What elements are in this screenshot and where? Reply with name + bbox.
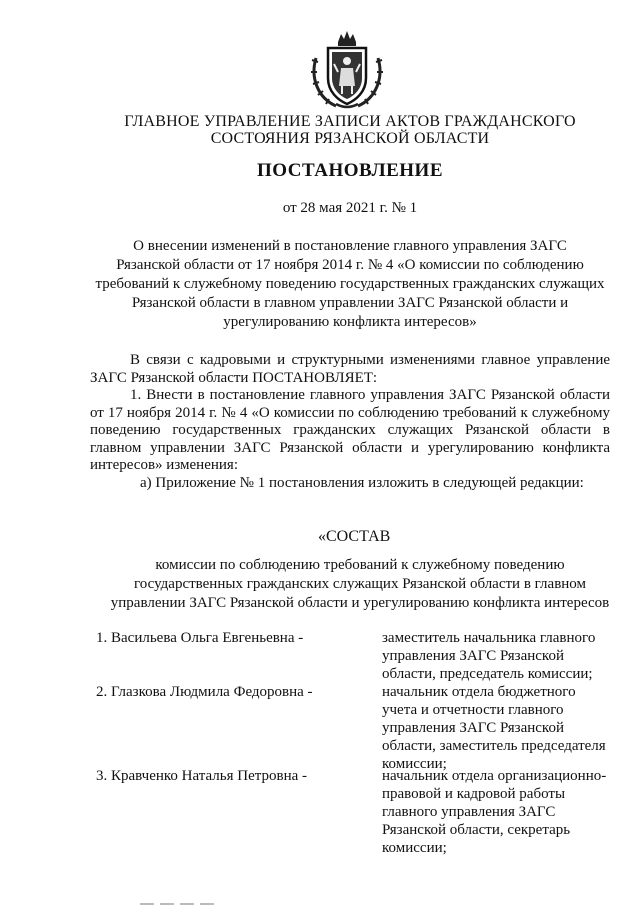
member-role-line: комиссии;	[382, 756, 447, 772]
item-1-paragraph: 1. Внести в постановление главного управления ЗАГС Рязанской области от 17 ноября 2014 г. № 4 «О комиссии по соблюдению требований к служебному поведению государственных гражданских служащих Рязанской области в главном управлении ЗАГС Рязанской области и урегулированию конфликта интересов» изменения:	[90, 387, 610, 473]
member-name: 1. Васильева Ольга Евгеньевна -	[96, 630, 304, 646]
document-type: ПОСТАНОВЛЕНИЕ	[256, 160, 444, 181]
member-role-line: области, председатель комиссии;	[382, 666, 593, 682]
member-role-line: начальник отдела бюджетного	[382, 684, 576, 700]
subject-line: Рязанской области в главном управлении ЗАГС Рязанской области и	[131, 295, 569, 311]
commission-title-line: управлении ЗАГС Рязанской области и урегулированию конфликта интересов	[110, 595, 610, 611]
member-role	[382, 629, 622, 683]
member-role-line: заместитель начальника главного	[382, 630, 596, 646]
member-name: 2. Глазкова Людмила Федоровна -	[96, 684, 313, 700]
member-role-line: учета и отчетности главного	[382, 702, 564, 718]
appendix-heading: «СОСТАВ	[318, 528, 391, 545]
member-role-line: главного управления ЗАГС	[382, 804, 556, 820]
member-role-line: правовой и кадровой работы	[382, 786, 566, 802]
document-body	[90, 352, 610, 492]
document-subject	[90, 237, 610, 332]
commission-title-line: государственных гражданских служащих Рязанской области в главном	[133, 576, 587, 592]
member-name: 3. Кравченко Наталья Петровна -	[96, 768, 308, 784]
subject-line: Рязанской области от 17 ноября 2014 г. № 4 «О комиссии по соблюдению	[116, 257, 584, 273]
coat-of-arms-icon	[308, 28, 386, 110]
subject-line: урегулированию конфликта интересов»	[223, 314, 477, 330]
commission-title	[100, 556, 620, 613]
subject-line: О внесении изменений в постановление главного управления ЗАГС	[133, 238, 567, 254]
member-role	[382, 683, 622, 773]
member-role	[382, 767, 622, 857]
page-cutoff-text	[140, 896, 260, 905]
member-role-line: начальник отдела организационно-	[382, 768, 607, 784]
item-1a-paragraph: а) Приложение № 1 постановления изложить в следующей редакции:	[140, 474, 584, 491]
preamble-paragraph: В связи с кадровыми и структурными изменениями главное управление ЗАГС Рязанской области ПОСТАНОВЛЯЕТ:	[90, 352, 610, 386]
member-role-line: комиссии;	[382, 840, 447, 856]
subject-line: требований к служебному поведению государственных гражданских служащих	[95, 276, 605, 292]
authority-name-line-2: СОСТОЯНИЯ РЯЗАНСКОЙ ОБЛАСТИ	[210, 130, 490, 147]
member-role-line: управления ЗАГС Рязанской	[382, 720, 564, 736]
member-role-line: Рязанской области, секретарь	[382, 822, 571, 838]
authority-name-line-1: ГЛАВНОЕ УПРАВЛЕНИЕ ЗАПИСИ АКТОВ ГРАЖДАНСКОГО	[124, 113, 576, 130]
member-role-line: области, заместитель председателя	[382, 738, 606, 754]
document-date: от 28 мая 2021 г. № 1	[282, 200, 418, 216]
commission-title-line: комиссии по соблюдению требований к служебному поведению	[155, 557, 565, 573]
member-role-line: управления ЗАГС Рязанской	[382, 648, 564, 664]
